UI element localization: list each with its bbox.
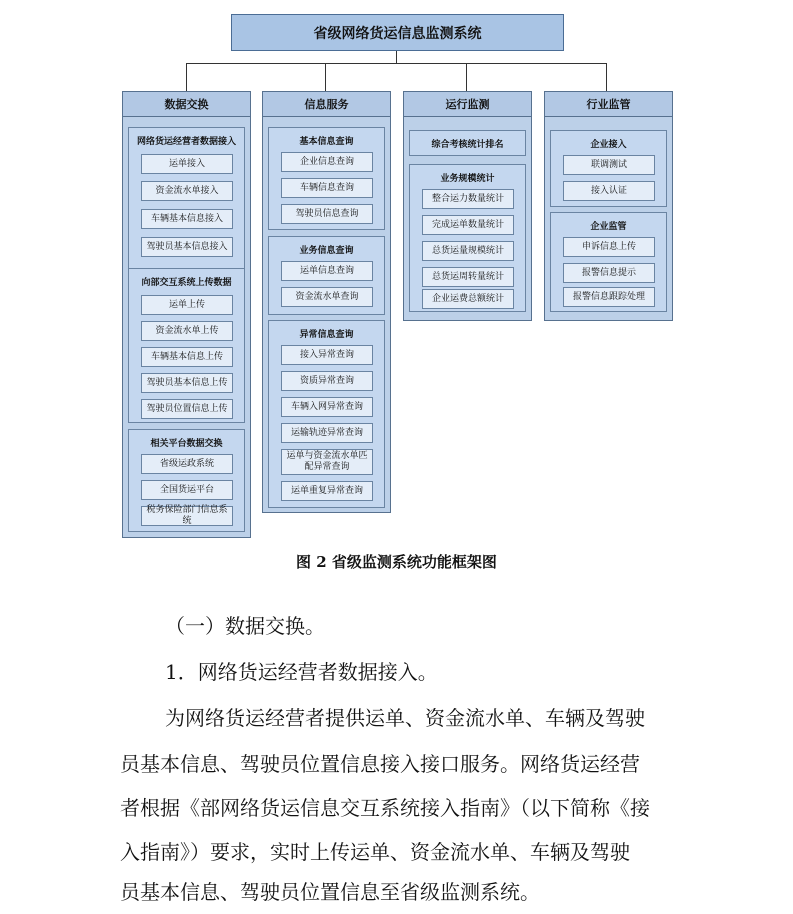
diagram-item: 申诉信息上传 (563, 237, 655, 257)
diagram-item: 资金流水单接入 (141, 181, 233, 201)
group-enterprise-supervision (550, 212, 667, 312)
group-enterprise-access (550, 130, 667, 207)
diagram-item: 运单信息查询 (281, 261, 373, 281)
diagram-item: 运单上传 (141, 295, 233, 315)
group-anomaly-query (268, 320, 385, 508)
group-title: 相关平台数据交换 (150, 439, 223, 449)
column-operation-monitoring (403, 91, 532, 321)
connector-col-3 (466, 63, 467, 91)
group-title: 向部交互系统上传数据 (141, 278, 232, 288)
diagram-item: 报警信息跟踪处理 (563, 287, 655, 307)
diagram-item: 运输轨迹异常查询 (281, 423, 373, 443)
column-title: 信息服务 (263, 92, 390, 117)
group-upload-to-ministry (128, 268, 245, 423)
diagram-item: 全国货运平台 (141, 480, 233, 500)
diagram-item: 车辆基本信息上传 (141, 347, 233, 367)
paragraph-line: 员基本信息、驾驶员位置信息至省级监测系统。 (120, 880, 540, 904)
column-title: 运行监测 (404, 92, 531, 117)
column-info-service (262, 91, 391, 513)
diagram-item: 车辆基本信息接入 (141, 209, 233, 229)
diagram-item: 驾驶员基本信息接入 (141, 237, 233, 257)
diagram-item: 驾驶员基本信息上传 (141, 373, 233, 393)
paragraph-line: 员基本信息、驾驶员位置信息接入接口服务。网络货运经营 (120, 752, 640, 776)
diagram-item: 整合运力数量统计 (422, 189, 514, 209)
group-title: 基本信息查询 (299, 137, 354, 147)
group-title: 企业接入 (590, 140, 627, 150)
connector-col-2 (325, 63, 326, 91)
diagram-item: 完成运单数量统计 (422, 215, 514, 235)
group-business-scale (409, 164, 526, 312)
column-industry-supervision (544, 91, 673, 321)
group-title: 网络货运经营者数据接入 (136, 137, 236, 147)
figure-caption: 图 2 省级监测系统功能框架图 (296, 553, 497, 571)
diagram-item: 驾驶员位置信息上传 (141, 399, 233, 419)
group-basic-query (268, 127, 385, 230)
section-heading: （一）数据交换。 (165, 614, 325, 638)
paragraph-line: 为网络货运经营者提供运单、资金流水单、车辆及驾驶 (165, 706, 645, 730)
diagram-item: 资金流水单查询 (281, 287, 373, 307)
diagram-item: 省级运政系统 (141, 454, 233, 474)
connector-bar (186, 63, 607, 64)
diagram-item: 联调测试 (563, 155, 655, 175)
diagram-item: 资金流水单上传 (141, 321, 233, 341)
diagram-item: 车辆信息查询 (281, 178, 373, 198)
diagram-item: 驾驶员信息查询 (281, 204, 373, 224)
group-ranking: 综合考核统计排名 (409, 130, 526, 156)
group-title: 企业监管 (590, 222, 627, 232)
group-title: 业务规模统计 (440, 174, 495, 184)
column-data-exchange (122, 91, 251, 538)
system-title: 省级网络货运信息监测系统 (231, 14, 564, 51)
group-title: 业务信息查询 (299, 246, 354, 256)
paragraph-line: 者根据《部网络货运信息交互系统接入指南》（以下简称《接 (120, 796, 650, 820)
group-business-query (268, 236, 385, 315)
diagram-item: 企业信息查询 (281, 152, 373, 172)
column-title: 数据交换 (123, 92, 250, 117)
diagram-item: 运单与资金流水单匹配异常查询 (281, 449, 373, 475)
diagram-item: 接入认证 (563, 181, 655, 201)
paragraph-line: 入指南》）要求，实时上传运单、资金流水单、车辆及驾驶 (120, 840, 630, 864)
diagram-item: 总货运量规模统计 (422, 241, 514, 261)
connector-col-1 (186, 63, 187, 91)
diagram-item: 车辆入网异常查询 (281, 397, 373, 417)
diagram-item: 报警信息提示 (563, 263, 655, 283)
diagram-item: 运单重复异常查询 (281, 481, 373, 501)
connector-col-4 (606, 63, 607, 91)
diagram-item: 接入异常查询 (281, 345, 373, 365)
column-title: 行业监管 (545, 92, 672, 117)
subheading: 1．网络货运经营者数据接入。 (165, 660, 438, 684)
diagram-item: 总货运周转量统计 (422, 267, 514, 287)
diagram-item: 资质异常查询 (281, 371, 373, 391)
group-title: 异常信息查询 (299, 330, 354, 340)
diagram-item: 企业运费总额统计 (422, 289, 514, 309)
group-platform-exchange (128, 429, 245, 532)
diagram-item: 运单接入 (141, 154, 233, 174)
diagram-item: 税务保险部门信息系统 (141, 506, 233, 526)
